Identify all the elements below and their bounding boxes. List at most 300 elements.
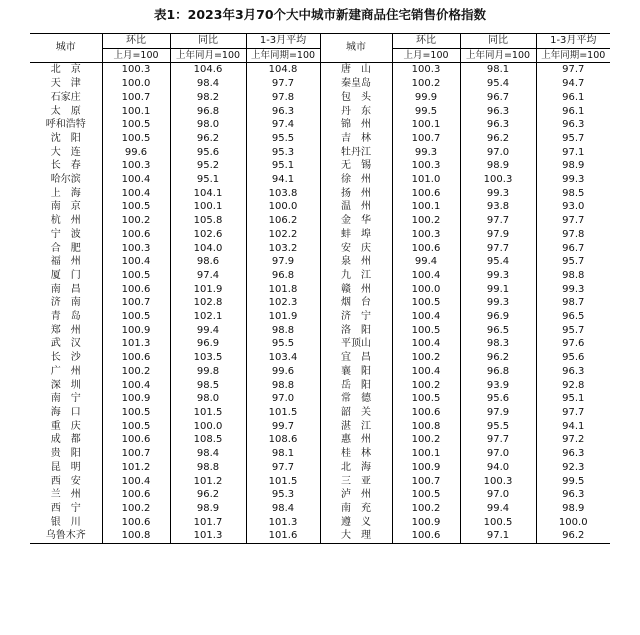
yoy-value-right: 99.3 [460, 187, 536, 201]
yoy-value-left: 98.8 [170, 461, 246, 475]
mom-value-left: 100.9 [102, 324, 170, 338]
yoy-value-left: 98.2 [170, 91, 246, 105]
avg-value-right: 98.9 [536, 159, 610, 173]
city-name-right: 包 头 [320, 91, 392, 105]
avg-value-right: 97.2 [536, 433, 610, 447]
mom-value-right: 100.7 [392, 132, 460, 146]
city-name-right: 泸 州 [320, 488, 392, 502]
city-name-right: 湛 江 [320, 420, 392, 434]
city-name-right: 泉 州 [320, 255, 392, 269]
yoy-value-left: 102.6 [170, 228, 246, 242]
mom-value-right: 100.4 [392, 269, 460, 283]
yoy-value-left: 95.1 [170, 173, 246, 187]
table-row [30, 351, 610, 365]
mom-value-left: 100.6 [102, 228, 170, 242]
city-name-left: 南 京 [50, 201, 81, 213]
yoy-value-left: 104.6 [170, 63, 246, 77]
header-row-1 [30, 34, 610, 49]
yoy-value-left: 98.0 [170, 392, 246, 406]
avg-value-left: 95.3 [246, 146, 320, 160]
city-name-left: 大 连 [50, 146, 81, 158]
yoy-value-left: 100.1 [170, 200, 246, 214]
yoy-value-right: 93.8 [460, 200, 536, 214]
avg-value-left: 102.2 [246, 228, 320, 242]
city-name-right: 安 庆 [320, 242, 392, 256]
mom-value-right: 99.3 [392, 146, 460, 160]
yoy-value-right: 96.8 [460, 365, 536, 379]
yoy-value-right: 95.4 [460, 77, 536, 91]
table-row [30, 420, 610, 434]
city-name-right: 温 州 [320, 200, 392, 214]
yoy-value-right: 99.4 [460, 502, 536, 516]
city-name-left: 济 南 [50, 297, 81, 309]
avg-value-right: 97.7 [536, 214, 610, 228]
mom-value-left: 100.7 [102, 91, 170, 105]
mom-value-left: 100.4 [102, 379, 170, 393]
mom-value-left: 100.1 [102, 105, 170, 119]
mom-value-left: 100.2 [102, 502, 170, 516]
city-name-left: 天 津 [50, 78, 81, 90]
avg-value-left: 99.7 [246, 420, 320, 434]
yoy-value-right: 100.5 [460, 516, 536, 530]
mom-value-left: 100.6 [102, 516, 170, 530]
avg-value-left: 101.3 [246, 516, 320, 530]
avg-value-left: 97.9 [246, 255, 320, 269]
table-row [30, 118, 610, 132]
mom-value-right: 100.2 [392, 77, 460, 91]
mom-value-left: 100.4 [102, 475, 170, 489]
yoy-value-right: 98.9 [460, 159, 536, 173]
mom-value-right: 100.9 [392, 461, 460, 475]
avg-value-right: 94.7 [536, 77, 610, 91]
mom-value-right: 100.2 [392, 379, 460, 393]
yoy-value-right: 95.6 [460, 392, 536, 406]
avg-value-left: 100.0 [246, 200, 320, 214]
yoy-value-left: 101.9 [170, 283, 246, 297]
city-name-right: 平顶山 [320, 337, 392, 351]
header-yoy-sub-left: 上年同月=100 [170, 48, 246, 63]
mom-value-right: 100.4 [392, 337, 460, 351]
header-avg-sub-right: 上年同期=100 [536, 48, 610, 63]
header-yoy-left: 同比 [170, 34, 246, 49]
table-row [30, 324, 610, 338]
table-row [30, 365, 610, 379]
mom-value-right: 100.2 [392, 433, 460, 447]
avg-value-right: 96.7 [536, 242, 610, 256]
mom-value-left: 100.2 [102, 214, 170, 228]
avg-value-left: 96.3 [246, 105, 320, 119]
table-row [30, 91, 610, 105]
avg-value-right: 94.1 [536, 420, 610, 434]
city-name-right: 洛 阳 [320, 324, 392, 338]
city-name-left: 西 安 [50, 475, 81, 487]
avg-value-left: 97.7 [246, 461, 320, 475]
avg-value-right: 97.7 [536, 406, 610, 420]
yoy-value-left: 108.5 [170, 433, 246, 447]
avg-value-left: 95.3 [246, 488, 320, 502]
city-name-right: 桂 林 [320, 447, 392, 461]
table-row [30, 146, 610, 160]
mom-value-left: 100.5 [102, 406, 170, 420]
avg-value-left: 101.9 [246, 310, 320, 324]
yoy-value-right: 98.1 [460, 63, 536, 77]
yoy-value-left: 99.4 [170, 324, 246, 338]
city-name-right: 大 理 [320, 529, 392, 543]
yoy-value-right: 97.9 [460, 228, 536, 242]
city-name-right: 九 江 [320, 269, 392, 283]
table-row [30, 159, 610, 173]
avg-value-left: 103.8 [246, 187, 320, 201]
city-name-left: 广 州 [50, 365, 81, 377]
city-name-right: 韶 关 [320, 406, 392, 420]
avg-value-left: 95.5 [246, 337, 320, 351]
city-name-left: 呼和浩特 [45, 119, 86, 131]
mom-value-left: 99.6 [102, 146, 170, 160]
yoy-value-left: 98.4 [170, 447, 246, 461]
yoy-value-right: 94.0 [460, 461, 536, 475]
city-name-left: 南 宁 [50, 393, 81, 405]
yoy-value-right: 97.1 [460, 529, 536, 543]
city-name-left: 海 口 [50, 406, 81, 418]
yoy-value-right: 95.4 [460, 255, 536, 269]
city-name-left: 兰 州 [50, 489, 81, 501]
city-name-right: 济 宁 [320, 310, 392, 324]
table-row [30, 461, 610, 475]
avg-value-left: 104.8 [246, 63, 320, 77]
city-name-right: 襄 阳 [320, 365, 392, 379]
avg-value-left: 97.0 [246, 392, 320, 406]
avg-value-right: 97.8 [536, 228, 610, 242]
table-row [30, 337, 610, 351]
yoy-value-left: 101.2 [170, 475, 246, 489]
header-yoy-sub-right: 上年同月=100 [460, 48, 536, 63]
table-row [30, 77, 610, 91]
yoy-value-right: 100.3 [460, 475, 536, 489]
table-row [30, 132, 610, 146]
avg-value-right: 100.0 [536, 516, 610, 530]
mom-value-right: 100.7 [392, 475, 460, 489]
avg-value-right: 92.8 [536, 379, 610, 393]
avg-value-left: 95.1 [246, 159, 320, 173]
yoy-value-right: 95.5 [460, 420, 536, 434]
table-row [30, 255, 610, 269]
yoy-value-right: 96.9 [460, 310, 536, 324]
table-row [30, 63, 610, 77]
mom-value-left: 100.5 [102, 132, 170, 146]
yoy-value-right: 97.7 [460, 214, 536, 228]
city-name-right: 遵 义 [320, 516, 392, 530]
avg-value-right: 99.3 [536, 173, 610, 187]
city-name-left: 上 海 [50, 187, 81, 199]
table-row [30, 447, 610, 461]
avg-value-right: 95.7 [536, 132, 610, 146]
avg-value-left: 101.8 [246, 283, 320, 297]
yoy-value-left: 98.4 [170, 77, 246, 91]
city-name-left: 郑 州 [50, 324, 81, 336]
avg-value-right: 99.5 [536, 475, 610, 489]
mom-value-right: 100.1 [392, 118, 460, 132]
table-row [30, 406, 610, 420]
yoy-value-left: 99.8 [170, 365, 246, 379]
city-name-right: 岳 阳 [320, 379, 392, 393]
city-name-left: 石家庄 [50, 91, 81, 103]
table-row [30, 187, 610, 201]
avg-value-left: 101.6 [246, 529, 320, 543]
header-yoy-right: 同比 [460, 34, 536, 49]
mom-value-left: 100.3 [102, 242, 170, 256]
city-name-right: 金 华 [320, 214, 392, 228]
yoy-value-right: 98.3 [460, 337, 536, 351]
mom-value-left: 100.5 [102, 118, 170, 132]
mom-value-right: 100.3 [392, 159, 460, 173]
avg-value-right: 96.5 [536, 310, 610, 324]
mom-value-left: 100.5 [102, 420, 170, 434]
table-row [30, 269, 610, 283]
city-name-right: 无 锡 [320, 159, 392, 173]
yoy-value-left: 98.9 [170, 502, 246, 516]
yoy-value-right: 96.2 [460, 132, 536, 146]
city-name-left: 贵 阳 [50, 448, 81, 460]
table-row [30, 516, 610, 530]
city-name-left: 长 春 [50, 160, 81, 172]
city-name-left: 成 都 [50, 434, 81, 446]
yoy-value-right: 97.9 [460, 406, 536, 420]
city-name-left: 厦 门 [50, 269, 81, 281]
mom-value-left: 100.5 [102, 200, 170, 214]
city-name-left: 沈 阳 [50, 132, 81, 144]
yoy-value-left: 102.8 [170, 296, 246, 310]
mom-value-left: 100.4 [102, 255, 170, 269]
city-name-right: 烟 台 [320, 296, 392, 310]
yoy-value-right: 96.3 [460, 105, 536, 119]
yoy-value-right: 93.9 [460, 379, 536, 393]
mom-value-left: 100.4 [102, 173, 170, 187]
city-name-left: 南 昌 [50, 283, 81, 295]
yoy-value-right: 97.0 [460, 488, 536, 502]
mom-value-right: 100.2 [392, 214, 460, 228]
avg-value-right: 96.3 [536, 118, 610, 132]
yoy-value-left: 95.2 [170, 159, 246, 173]
header-avg-right: 1-3月平均 [536, 34, 610, 49]
table-row [30, 392, 610, 406]
header-mom-left: 环比 [102, 34, 170, 49]
avg-value-left: 108.6 [246, 433, 320, 447]
avg-value-right: 99.3 [536, 283, 610, 297]
city-name-right: 唐 山 [320, 63, 392, 77]
mom-value-right: 101.0 [392, 173, 460, 187]
table-row [30, 214, 610, 228]
avg-value-left: 95.5 [246, 132, 320, 146]
yoy-value-left: 103.5 [170, 351, 246, 365]
yoy-value-left: 98.6 [170, 255, 246, 269]
yoy-value-left: 95.6 [170, 146, 246, 160]
mom-value-right: 100.9 [392, 516, 460, 530]
yoy-value-left: 96.2 [170, 488, 246, 502]
mom-value-right: 100.6 [392, 529, 460, 543]
yoy-value-left: 104.1 [170, 187, 246, 201]
yoy-value-right: 96.2 [460, 351, 536, 365]
mom-value-left: 100.4 [102, 187, 170, 201]
header-city-right: 城市 [320, 34, 392, 63]
mom-value-left: 100.0 [102, 77, 170, 91]
avg-value-right: 97.1 [536, 146, 610, 160]
mom-value-left: 101.2 [102, 461, 170, 475]
avg-value-right: 96.2 [536, 529, 610, 543]
table-row [30, 310, 610, 324]
mom-value-right: 100.3 [392, 63, 460, 77]
mom-value-left: 101.3 [102, 337, 170, 351]
city-name-left: 乌鲁木齐 [30, 529, 102, 543]
mom-value-left: 100.5 [102, 269, 170, 283]
city-name-left: 武 汉 [50, 338, 81, 350]
yoy-value-left: 104.0 [170, 242, 246, 256]
city-name-right: 扬 州 [320, 187, 392, 201]
mom-value-right: 100.8 [392, 420, 460, 434]
avg-value-right: 97.6 [536, 337, 610, 351]
header-mom-right: 环比 [392, 34, 460, 49]
mom-value-right: 100.5 [392, 324, 460, 338]
avg-value-right: 98.7 [536, 296, 610, 310]
avg-value-left: 101.5 [246, 475, 320, 489]
city-name-right: 惠 州 [320, 433, 392, 447]
table-row [30, 529, 610, 543]
avg-value-left: 102.3 [246, 296, 320, 310]
avg-value-left: 97.4 [246, 118, 320, 132]
mom-value-right: 100.6 [392, 187, 460, 201]
avg-value-right: 95.7 [536, 255, 610, 269]
yoy-value-right: 97.7 [460, 433, 536, 447]
yoy-value-left: 100.0 [170, 420, 246, 434]
avg-value-right: 96.1 [536, 91, 610, 105]
city-name-right: 常 德 [320, 392, 392, 406]
price-index-table [30, 33, 610, 544]
city-name-left: 北 京 [50, 64, 81, 76]
avg-value-right: 96.3 [536, 365, 610, 379]
city-name-left: 合 肥 [50, 242, 81, 254]
yoy-value-left: 102.1 [170, 310, 246, 324]
city-name-left: 深 圳 [50, 379, 81, 391]
mom-value-right: 100.2 [392, 502, 460, 516]
mom-value-right: 100.6 [392, 406, 460, 420]
mom-value-right: 100.1 [392, 447, 460, 461]
table-row [30, 173, 610, 187]
avg-value-left: 98.4 [246, 502, 320, 516]
city-name-left: 银 川 [50, 516, 81, 528]
avg-value-left: 97.8 [246, 91, 320, 105]
avg-value-right: 96.3 [536, 488, 610, 502]
yoy-value-right: 99.1 [460, 283, 536, 297]
yoy-value-right: 96.7 [460, 91, 536, 105]
city-name-right: 北 海 [320, 461, 392, 475]
yoy-value-left: 101.3 [170, 529, 246, 543]
city-name-right: 吉 林 [320, 132, 392, 146]
header-avg-left: 1-3月平均 [246, 34, 320, 49]
yoy-value-right: 97.0 [460, 146, 536, 160]
avg-value-right: 95.7 [536, 324, 610, 338]
city-name-left: 杭 州 [50, 215, 81, 227]
mom-value-left: 100.6 [102, 283, 170, 297]
avg-value-right: 95.1 [536, 392, 610, 406]
table-row [30, 105, 610, 119]
city-name-left: 长 沙 [50, 352, 81, 364]
yoy-value-right: 97.7 [460, 242, 536, 256]
avg-value-left: 106.2 [246, 214, 320, 228]
mom-value-left: 100.7 [102, 296, 170, 310]
city-name-left: 宁 波 [50, 228, 81, 240]
city-name-left: 福 州 [50, 256, 81, 268]
avg-value-left: 103.2 [246, 242, 320, 256]
avg-value-right: 96.3 [536, 447, 610, 461]
table-row [30, 488, 610, 502]
avg-value-right: 92.3 [536, 461, 610, 475]
city-name-right: 徐 州 [320, 173, 392, 187]
yoy-value-right: 96.3 [460, 118, 536, 132]
city-name-right: 南 充 [320, 502, 392, 516]
yoy-value-left: 101.5 [170, 406, 246, 420]
mom-value-right: 100.3 [392, 228, 460, 242]
header-city-left: 城市 [30, 34, 102, 63]
yoy-value-right: 99.3 [460, 296, 536, 310]
avg-value-left: 101.5 [246, 406, 320, 420]
city-name-right: 秦皇岛 [320, 77, 392, 91]
yoy-value-right: 100.3 [460, 173, 536, 187]
table-row [30, 228, 610, 242]
avg-value-left: 103.4 [246, 351, 320, 365]
mom-value-right: 99.5 [392, 105, 460, 119]
yoy-value-left: 97.4 [170, 269, 246, 283]
yoy-value-right: 99.3 [460, 269, 536, 283]
avg-value-right: 96.1 [536, 105, 610, 119]
city-name-right: 丹 东 [320, 105, 392, 119]
yoy-value-left: 98.0 [170, 118, 246, 132]
city-name-right: 蚌 埠 [320, 228, 392, 242]
mom-value-left: 100.3 [102, 63, 170, 77]
mom-value-right: 99.9 [392, 91, 460, 105]
table-row [30, 502, 610, 516]
mom-value-left: 100.6 [102, 433, 170, 447]
avg-value-right: 97.7 [536, 63, 610, 77]
mom-value-right: 100.1 [392, 200, 460, 214]
city-name-right: 宜 昌 [320, 351, 392, 365]
yoy-value-left: 96.2 [170, 132, 246, 146]
yoy-value-right: 96.5 [460, 324, 536, 338]
yoy-value-left: 96.9 [170, 337, 246, 351]
mom-value-right: 100.2 [392, 351, 460, 365]
mom-value-right: 99.4 [392, 255, 460, 269]
header-avg-sub-left: 上年同期=100 [246, 48, 320, 63]
city-name-left: 西 宁 [50, 502, 81, 514]
avg-value-left: 94.1 [246, 173, 320, 187]
avg-value-left: 99.6 [246, 365, 320, 379]
mom-value-right: 100.6 [392, 242, 460, 256]
city-name-right: 三 亚 [320, 475, 392, 489]
table-row [30, 242, 610, 256]
mom-value-left: 100.3 [102, 159, 170, 173]
table-title: 表1：2023年3月70个大中城市新建商品住宅销售价格指数 [153, 7, 487, 22]
table-row [30, 475, 610, 489]
mom-value-left: 100.2 [102, 365, 170, 379]
mom-value-right: 100.5 [392, 392, 460, 406]
mom-value-right: 100.4 [392, 365, 460, 379]
avg-value-right: 93.0 [536, 200, 610, 214]
mom-value-left: 100.6 [102, 488, 170, 502]
yoy-value-right: 97.0 [460, 447, 536, 461]
city-name-right: 锦 州 [320, 118, 392, 132]
table-row [30, 296, 610, 310]
mom-value-right: 100.5 [392, 488, 460, 502]
header-mom-sub-left: 上月=100 [102, 48, 170, 63]
city-name-right: 牡丹江 [320, 146, 392, 160]
